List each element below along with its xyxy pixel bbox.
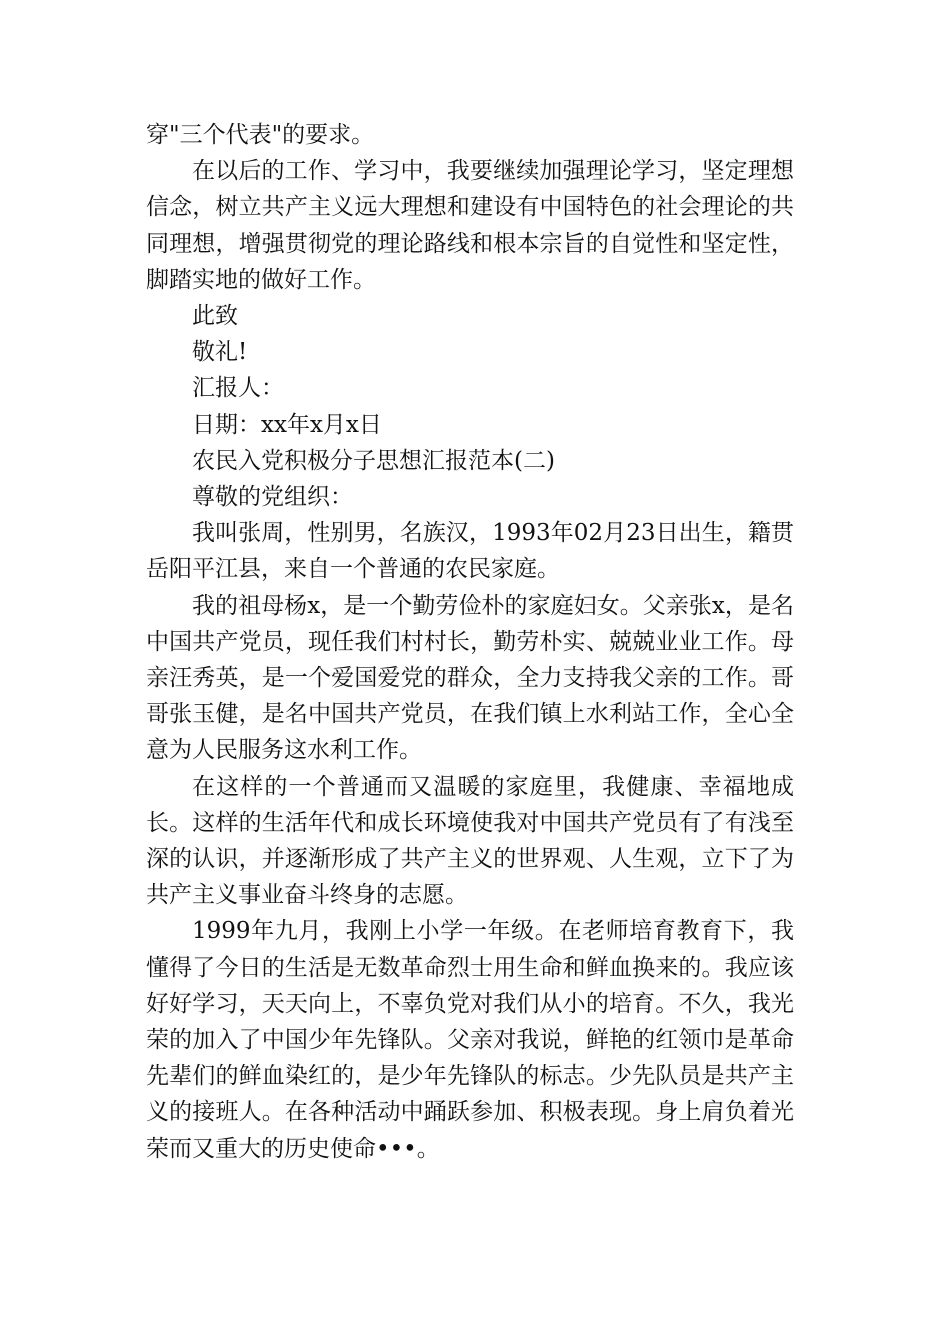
closing-respect: 敬礼! [192, 339, 248, 366]
paragraph-school: 1999年九月，我刚上小学一年级。在老师培育教育下，我懂得了今日的生活是无数革命烈士用生命和鲜血换来的。我应该好好学习，天天向上，不辜负党对我们从小的培育。不久，我光荣的加入了中国少年先锋队。父亲对我说，鲜艳的红领巾是革命先辈们的鲜血染红的，是少年先锋队的标志。少先队员是共产主义的接班人。在各种活动中踊跃参加、积极表现。身上肩负着光荣而又重大的历史使命•••。 [146, 918, 794, 1162]
reporter-line: 汇报人： [192, 375, 284, 402]
paragraph-growth: 在这样的一个普通而又温暖的家庭里，我健康、幸福地成长。这样的生活年代和成长环境使我对中国共产党员有了有浅至深的认识，并逐渐形成了共产主义的世界观、人生观，立下了为共产主义事业奋斗终身的志愿。 [146, 773, 794, 909]
greeting: 尊敬的党组织： [192, 484, 353, 511]
date-line: 日期：xx年x月x日 [192, 411, 382, 438]
section-title: 农民入党积极分子思想汇报范本(二) [192, 447, 555, 474]
paragraph-introduction: 我叫张周，性别男，名族汉，1993年02月23日出生，籍贯岳阳平江县，来自一个普通的农民家庭。 [146, 520, 794, 583]
paragraph-family: 我的祖母杨x，是一个勤劳俭朴的家庭妇女。父亲张x，是名中国共产党员，现任我们村村长，勤劳朴实、兢兢业业工作。母亲汪秀英，是一个爱国爱党的群众，全力支持我父亲的工作。哥哥张玉健，是名中国共产党员，在我们镇上水利站工作，全心全意为人民服务这水利工作。 [146, 592, 794, 764]
paragraph-study-commitment: 在以后的工作、学习中，我要继续加强理论学习，坚定理想信念，树立共产主义远大理想和建设有中国特色的社会理论的共同理想，增强贯彻党的理论路线和根本宗旨的自觉性和坚定性，脚踏实地的做好工作。 [146, 158, 794, 293]
document-body [146, 117, 794, 1167]
paragraph-continuation: 穿"三个代表"的要求。 [146, 122, 375, 148]
closing-salutation: 此致 [192, 303, 238, 330]
